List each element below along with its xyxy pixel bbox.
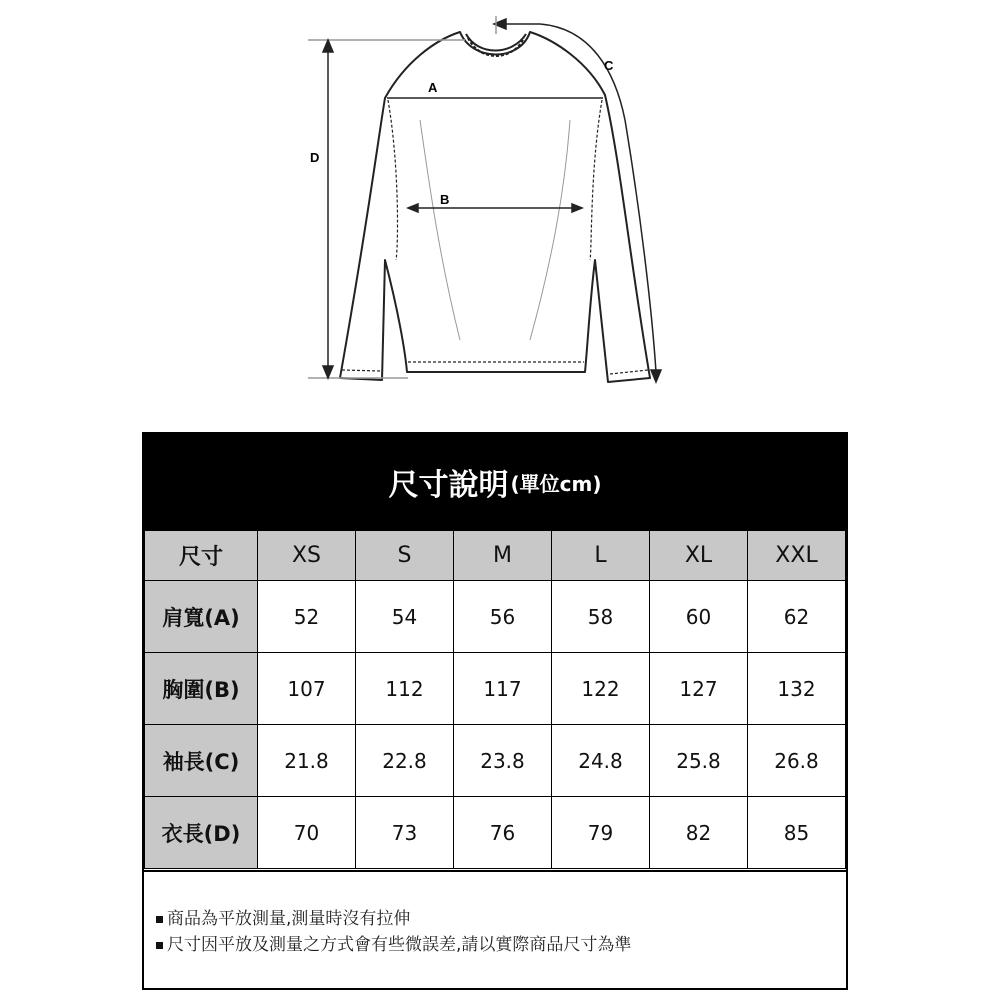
fabric-fold-line bbox=[530, 120, 570, 340]
diagram-label-b: B bbox=[440, 192, 450, 207]
right-sleeve-seam bbox=[590, 100, 602, 260]
table-cell: 56 bbox=[454, 581, 552, 653]
measure-arrow-c-end bbox=[651, 370, 661, 382]
size-header-cell: L bbox=[552, 531, 650, 581]
size-header-cell: M bbox=[454, 531, 552, 581]
shirt-body-outline bbox=[340, 32, 650, 382]
row-label: 胸圍(B) bbox=[145, 653, 258, 725]
table-row bbox=[145, 581, 846, 653]
table-cell: 26.8 bbox=[748, 725, 846, 797]
table-row bbox=[145, 797, 846, 869]
table-cell: 58 bbox=[552, 581, 650, 653]
measure-arrow-b-right bbox=[572, 204, 582, 212]
table-cell: 25.8 bbox=[650, 725, 748, 797]
size-header-cell: XXL bbox=[748, 531, 846, 581]
table-cell: 52 bbox=[258, 581, 356, 653]
table-cell: 24.8 bbox=[552, 725, 650, 797]
table-cell: 21.8 bbox=[258, 725, 356, 797]
table-cell: 107 bbox=[258, 653, 356, 725]
table-cell: 122 bbox=[552, 653, 650, 725]
table-cell: 82 bbox=[650, 797, 748, 869]
measure-line-c bbox=[500, 24, 656, 372]
size-chart bbox=[142, 432, 848, 990]
table-cell: 127 bbox=[650, 653, 748, 725]
size-chart-title-bar bbox=[144, 434, 846, 530]
table-cell: 79 bbox=[552, 797, 650, 869]
row-label: 肩寬(A) bbox=[145, 581, 258, 653]
table-cell: 60 bbox=[650, 581, 748, 653]
row-label: 袖長(C) bbox=[145, 725, 258, 797]
size-grid bbox=[144, 530, 846, 869]
garment-measurement-diagram bbox=[290, 10, 690, 390]
table-cell: 85 bbox=[748, 797, 846, 869]
size-header-row bbox=[145, 531, 846, 581]
left-sleeve-seam bbox=[388, 100, 398, 260]
size-header-cell: S bbox=[356, 531, 454, 581]
diagram-label-d: D bbox=[310, 150, 320, 165]
size-notes bbox=[144, 870, 846, 988]
note-line bbox=[156, 906, 846, 932]
size-chart-title: 尺寸說明 bbox=[388, 468, 509, 503]
size-header-cell: XL bbox=[650, 531, 748, 581]
table-cell: 62 bbox=[748, 581, 846, 653]
table-cell: 23.8 bbox=[454, 725, 552, 797]
right-cuff bbox=[610, 370, 648, 374]
table-cell: 22.8 bbox=[356, 725, 454, 797]
measure-arrow-b-left bbox=[408, 204, 418, 212]
size-header-corner: 尺寸 bbox=[145, 531, 258, 581]
table-cell: 132 bbox=[748, 653, 846, 725]
left-cuff bbox=[342, 370, 380, 371]
table-cell: 76 bbox=[454, 797, 552, 869]
note-text: 尺寸因平放及測量之方式會有些微誤差,請以實際商品尺寸為準 bbox=[167, 935, 632, 955]
row-label: 衣長(D) bbox=[145, 797, 258, 869]
table-cell: 73 bbox=[356, 797, 454, 869]
bullet-icon bbox=[156, 942, 163, 949]
table-row bbox=[145, 725, 846, 797]
table-cell: 112 bbox=[356, 653, 454, 725]
diagram-label-a: A bbox=[428, 80, 438, 95]
note-text: 商品為平放測量,測量時沒有拉伸 bbox=[167, 909, 411, 929]
table-cell: 54 bbox=[356, 581, 454, 653]
table-cell: 117 bbox=[454, 653, 552, 725]
bullet-icon bbox=[156, 916, 163, 923]
table-cell: 70 bbox=[258, 797, 356, 869]
measure-arrow-d-down bbox=[323, 366, 333, 378]
size-chart-unit: (單位cm) bbox=[510, 471, 602, 496]
shirt-collar bbox=[468, 38, 524, 56]
note-line bbox=[156, 932, 846, 958]
size-header-cell: XS bbox=[258, 531, 356, 581]
diagram-label-c: C bbox=[604, 58, 614, 73]
measure-arrow-d-up bbox=[323, 40, 333, 52]
fabric-fold-line bbox=[420, 120, 460, 340]
table-row bbox=[145, 653, 846, 725]
